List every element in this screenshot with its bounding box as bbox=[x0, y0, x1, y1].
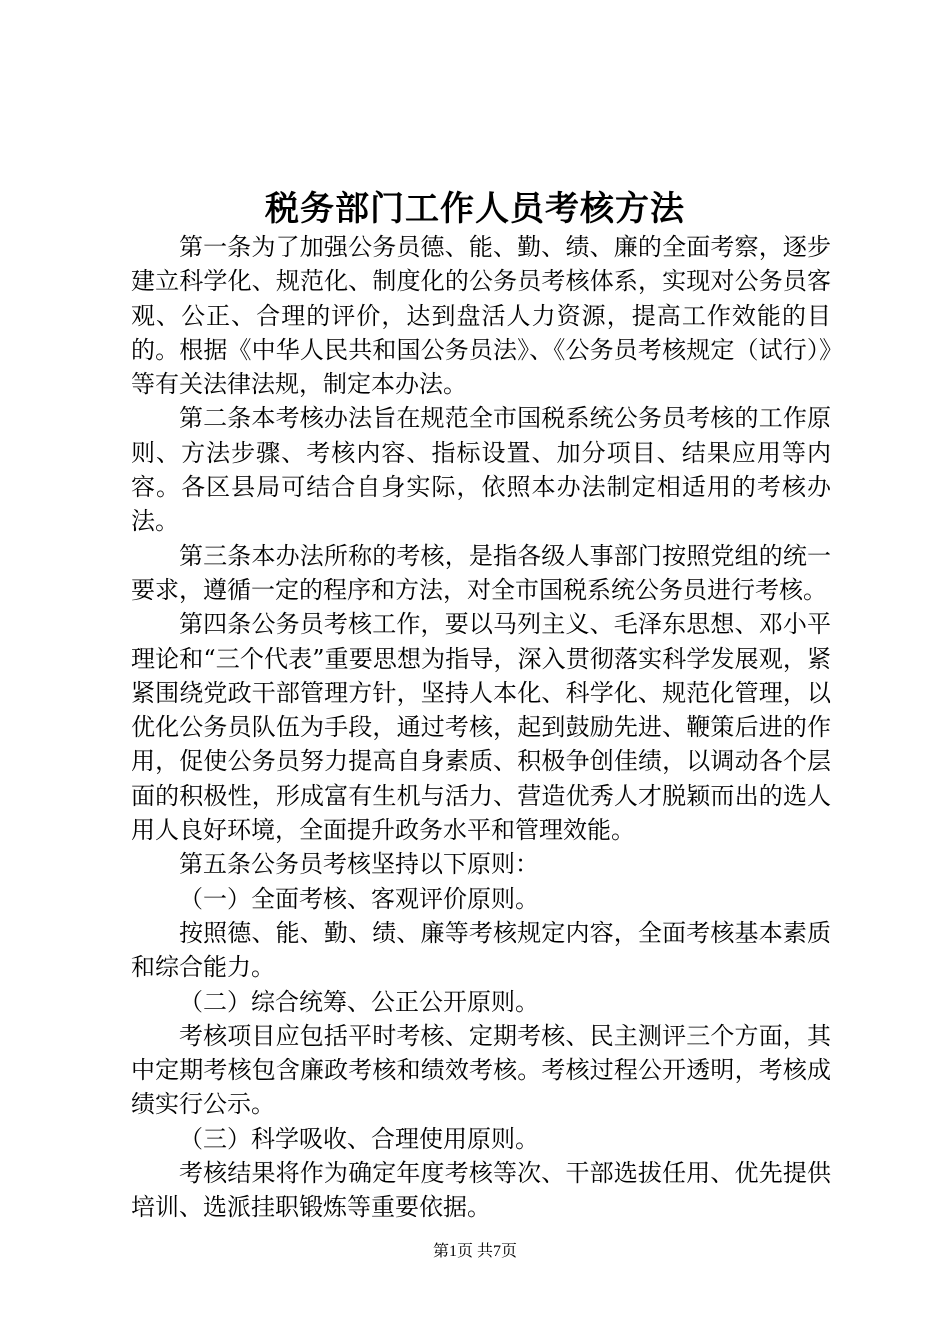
principle-text-2: 考核项目应包括平时考核、定期考核、民主测评三个方面，其中定期考核包含廉政考核和绩效考核。考核过程公开透明，考核成绩实行公示。 bbox=[131, 1021, 831, 1119]
paragraph-article-1: 第一条为了加强公务员德、能、勤、绩、廉的全面考察，逐步建立科学化、规范化、制度化的公务员考核体系，实现对公务员客观、公正、合理的评价，达到盘活人力资源，提高工作效能的目的。根据《中华人民共和国公务员法》、《公务员考核规定（试行）》等有关法律法规，制定本办法。 bbox=[131, 233, 831, 399]
principle-heading-2: （二）综合统筹、公正公开原则。 bbox=[179, 987, 539, 1016]
document-title: 税务部门工作人员考核方法 bbox=[265, 189, 685, 229]
paragraph-article-4: 第四条公务员考核工作，要以马列主义、毛泽东思想、邓小平理论和“三个代表”重要思想为指导，深入贯彻落实科学发展观，紧紧围绕党政干部管理方针，坚持人本化、科学化、规范化管理，以优化公务员队伍为手段，通过考核，起到鼓励先进、鞭策后进的作用，促使公务员努力提高自身素质、积极争创佳绩，以调动各个层面的积极性，形成富有生机与活力、营造优秀人才脱颖而出的选人用人良好环境，全面提升政务水平和管理效能。 bbox=[131, 610, 831, 845]
principle-heading-3: （三）科学吸收、合理使用原则。 bbox=[179, 1124, 539, 1153]
principle-text-3: 考核结果将作为确定年度考核等次、干部选拔任用、优先提供培训、选派挂职锻炼等重要依据。 bbox=[131, 1159, 831, 1222]
paragraph-article-5: 第五条公务员考核坚持以下原则： bbox=[179, 850, 539, 879]
page-number-footer: 第1页 共7页 bbox=[432, 1243, 517, 1260]
principle-heading-1: （一）全面考核、客观评价原则。 bbox=[179, 884, 539, 913]
principle-text-1: 按照德、能、勤、绩、廉等考核规定内容，全面考核基本素质和综合能力。 bbox=[131, 918, 831, 982]
paragraph-article-2: 第二条本考核办法旨在规范全市国税系统公务员考核的工作原则、方法步骤、考核内容、指标设置、加分项目、结果应用等内容。各区县局可结合自身实际，依照本办法制定相适用的考核办法。 bbox=[131, 404, 831, 536]
document-body bbox=[131, 230, 831, 1225]
paragraph-article-3: 第三条本办法所称的考核，是指各级人事部门按照党组的统一要求，遵循一定的程序和方法，对全市国税系统公务员进行考核。 bbox=[131, 541, 831, 604]
